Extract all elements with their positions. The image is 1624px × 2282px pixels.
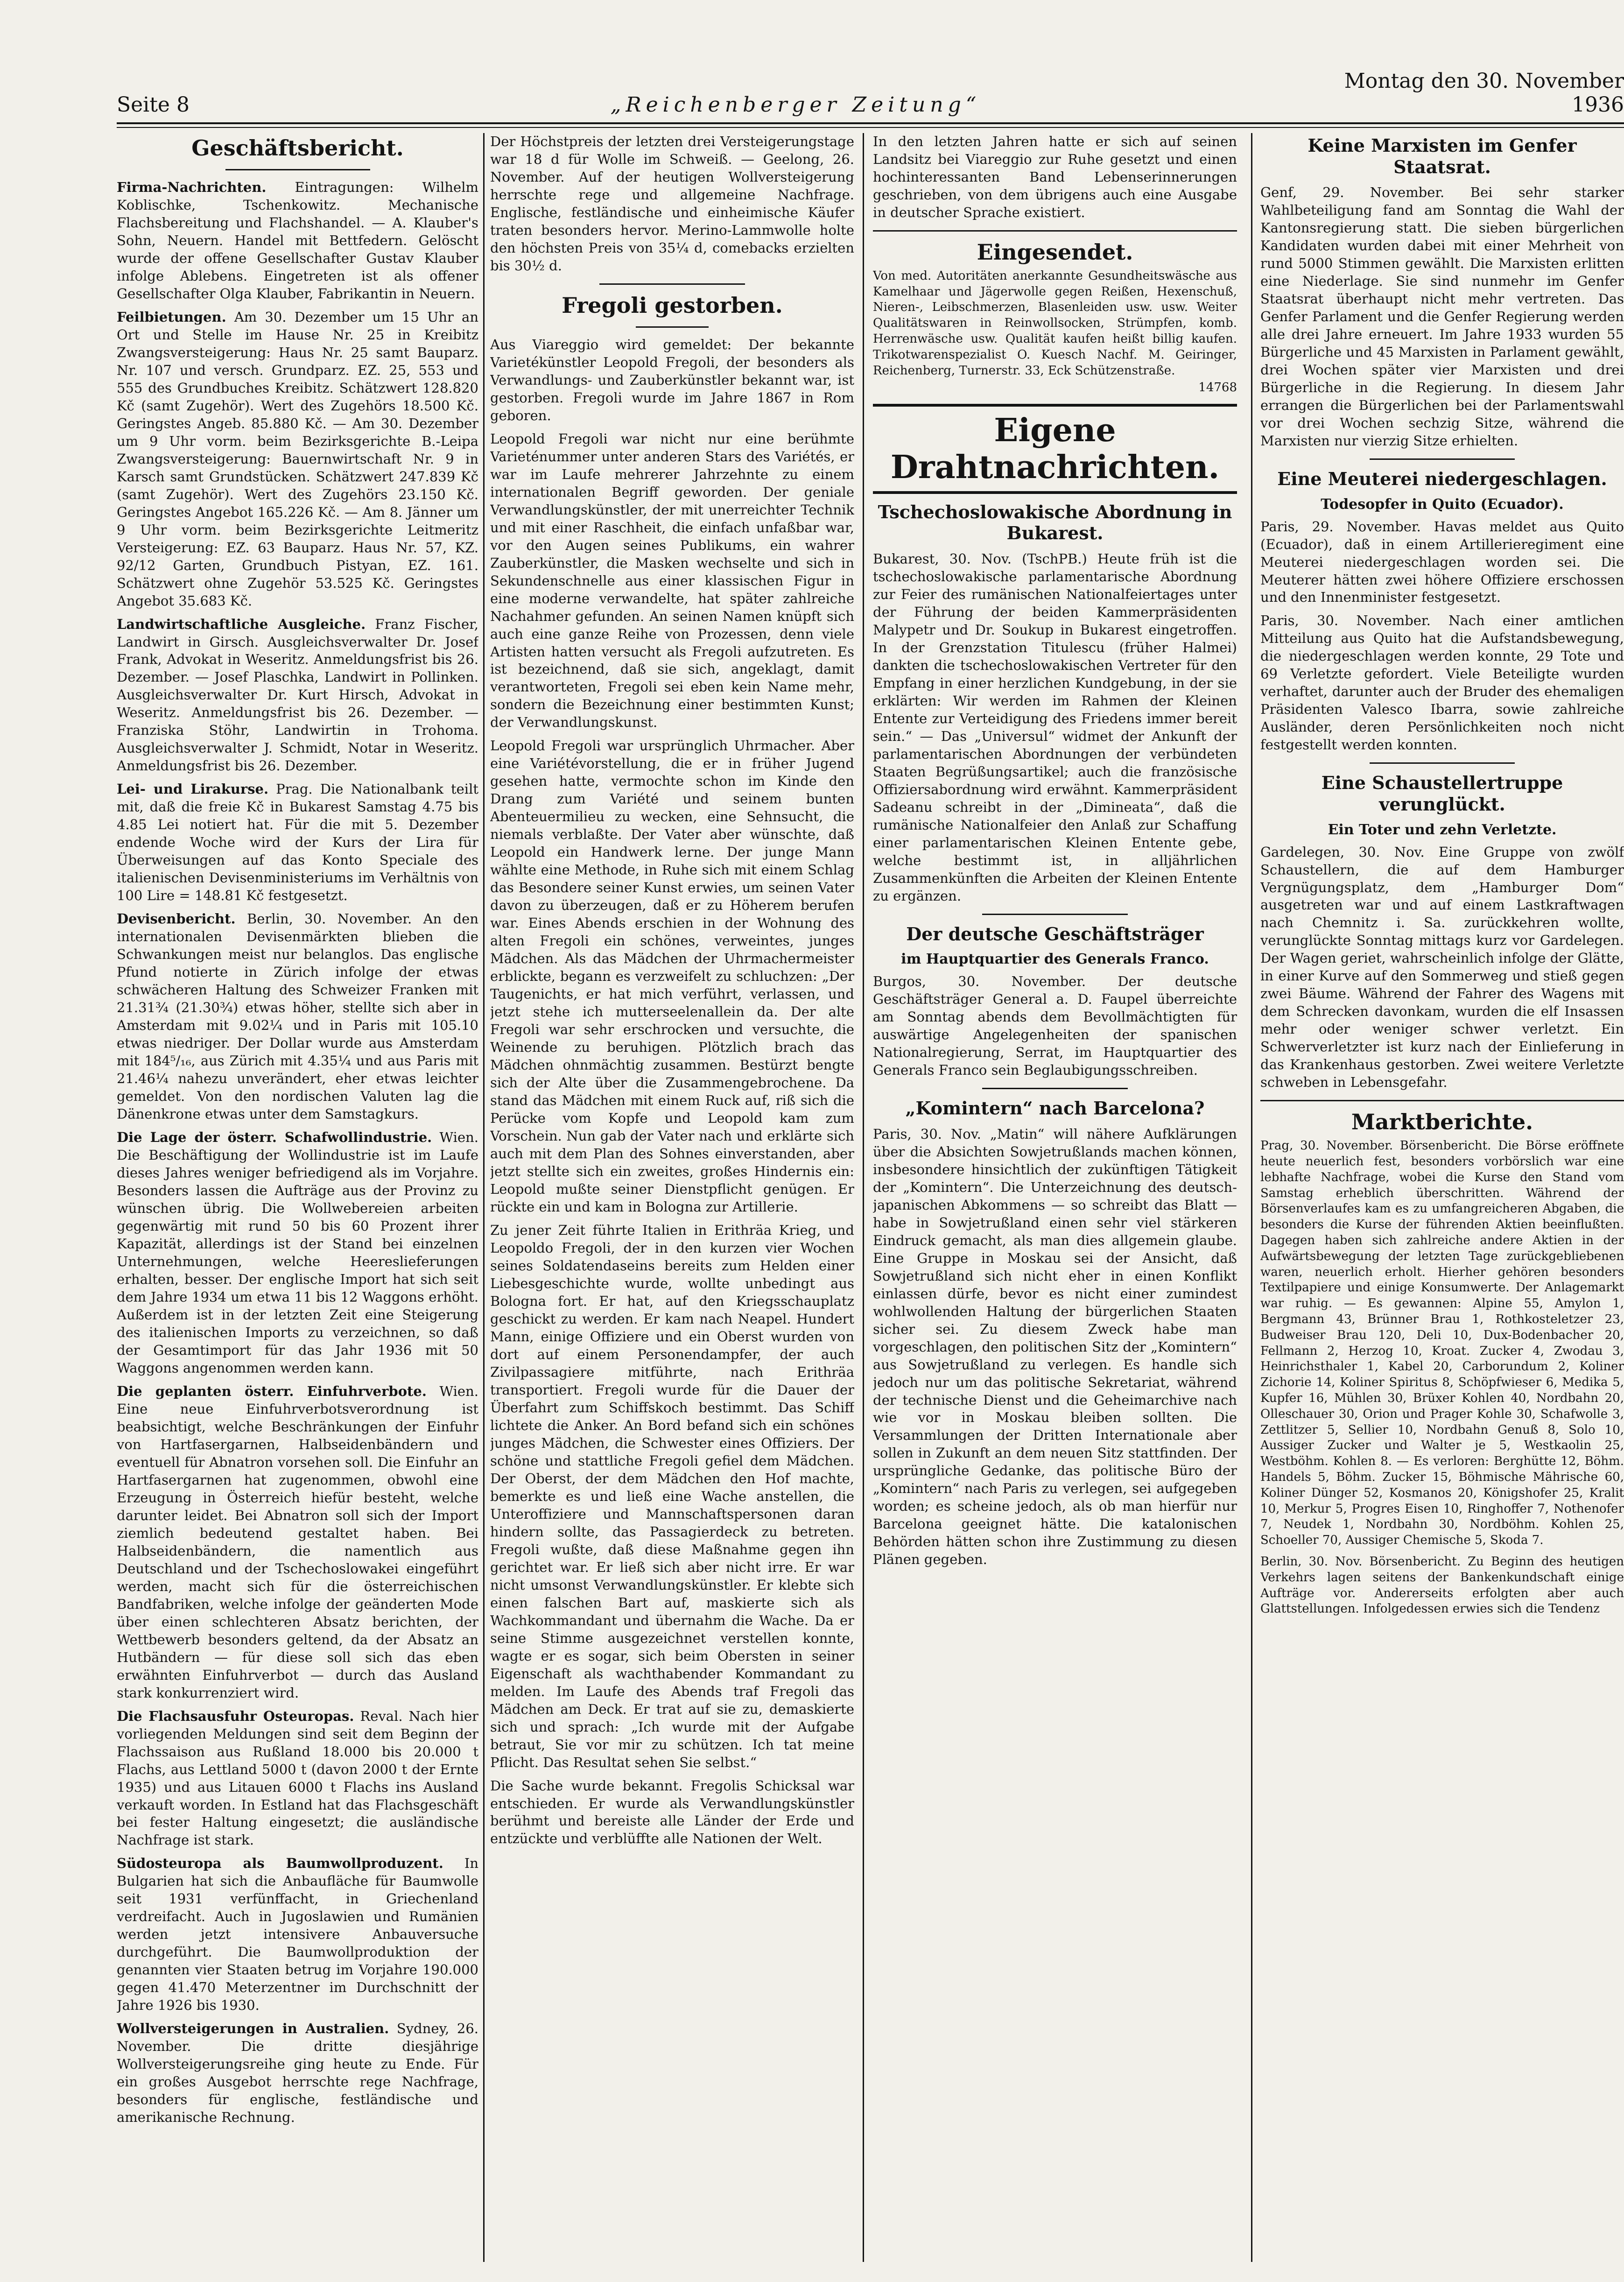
- article-title: Keine Marxisten im Genfer Staatsrat.: [1308, 135, 1577, 177]
- divider: [982, 914, 1128, 915]
- page-header: [117, 69, 1624, 117]
- article-paragraph: Paris, 29. November. Havas meldet aus Quito (Ecuador), daß in einem Artillerieregiment eine Meuterei niedergeschlagen worden sei. Die Meuterer hätten zwei höhere Offiziere erschossen und den Innenminister festgesetzt.: [1260, 518, 1624, 606]
- continued-text: In den letzten Jahren hatte er sich auf seinen Landsitz bei Viareggio zur Ruhe gesetzt und einen hochinteressanten Band Lebenserinnerungen geschrieben, von dem übrigens auch eine Ausgabe in deutscher Sprache existiert.: [873, 134, 1237, 220]
- section-title: Eingesendet.: [977, 239, 1133, 265]
- market-report: Prag, 30. November. Börsenbericht. Die Börse eröffnete heute neuerlich fest, besonders vorbörslich war eine lebhafte Nachfrage, wobei die Kurse den Stand vom Samstag erheblich überschritten. Während der Börsenverlaufes kam es zu umfangreicheren Abgaben, die besonders die Kurse der führenden Aktien beeinflußten. Dagegen haben sich zahlreiche andere Aktien in der Aufwärtsbewegung der letzten Tage zurückgebliebenen waren, neuerlich erholt. Hierher gehören besonders Textilpapiere und einige Konsumwerte. Der Anlagemarkt war ruhig. — Es gewannen: Alpine 55, Amylon 1, Bergmann 43, Brünner Brau 1, Rothkosteletzer 23, Budweiser Brau 120, Deli 10, Dux-Bodenbacher 20, Fellmann 2, Herzog 10, Kroat. Zucker 4, Zwodau 3, Heinrichsthaler 1, Kabel 20, Carborundum 2, Koliner Zichorie 14, Koliner Spiritus 8, Schöpfwieser 6, Medika 5, Kupfer 16, Mühlen 30, Brüxer Kohlen 40, Nordbahn 20, Olleschauer 30, Orion und Prager Kohle 30, Schafwolle 3, Zettlitzer 5, Sellier 10, Nordbahn Genuß 8, Solo 10, Aussiger Zucker und Walter je 5, Westkaolin 25, Westböhm. Kohlen 8. — Es verloren: Berghütte 12, Böhm. Handels 5, Böhm. Zucker 15, Böhmische Mährische 60, Koliner Dünger 52, Kosmanos 20, Königshofer 25, Kralit 10, Merkur 5, Progres Eisen 10, Ringhoffer 7, Nothenofer 7, Neudek 1, Nordbahn 30, Nordböhm. Kohlen 25, Schoeller 70, Aussiger Chemische 5, Skoda 7.: [1260, 1139, 1624, 1548]
- article-paragraph: Paris, 30. November. Nach einer amtlichen Mitteilung aus Quito hat die Aufstandsbewegung, die niedergeschlagen werden konnte, 29 Tote und 69 Verletzte gefordert. Viele Beteiligte wurden verhaftet, darunter auch der Bruder des ehemaligen Präsidenten Valesco Ibarra, sowie zahlreiche Ausländer, deren Persönlichkeiten noch nicht festgestellt werden konnten.: [1260, 613, 1624, 753]
- news-item: Die geplanten österr. Einfuhrverbote. Wien. Eine neue Einfuhrverbotsverordnung ist beabsichtigt, welche Beschränkungen der Einfuhr von Hartfasergarnen, Halbseidenbändern und eventuell für Abnatron vorsehen soll. Die Einfuhr an Hartfasergarnen hat zugenommen, obwohl eine Erzeugung in Österreich hiefür besteht, welche darunter leidet. Bei Abnatron soll sich der Import ziemlich bedeutend gestaltet haben. Bei Halbseidenbändern, die namentlich aus Deutschland und der Tschechoslowakei eingeführt werden, macht sich für die österreichischen Bandfabriken, welche infolge der geänderten Mode über einen schlechteren Absatz berichten, der Wettbewerb besonders geltend, da der Absatz an Hutbändern — für diese soll sich das eben erwähnten Einfuhrverbot — durch das Ausland stark konkurrenziert wird.: [117, 1383, 478, 1701]
- divider: [982, 1088, 1128, 1089]
- article-paragraph: Paris, 30. Nov. „Matin“ will nähere Aufklärungen über die Absichten Sowjetrußlands machen können, insbesondere hinsichtlich der zukünftigen Tätigkeit der „Komintern“. Die Unterzeichnung des deutsch-japanischen Abkommens — so schreibt das Blatt — habe in Sowjetrußland einen sehr viel stärkeren Eindruck gemacht, als man dies allgemein glaube. Eine Gruppe in Moskau sei der Ansicht, daß Sowjetrußland sich nicht eher in einen Konflikt einlassen dürfe, bevor es nicht einer zumindest wohlwollenden Haltung der bürgerlichen Staaten sicher sei. Zu diesem Zweck habe man vorgeschlagen, den politischen Sitz der „Komintern“ aus Sowjetrußland zu verlegen. Es handle sich jedoch nur um das politische Sekretariat, während der technische Dienst und die Geheimarchive nach wie vor in Moskau bleiben sollten. Die Versammlungen der Dritten Internationale aber sollen in Zukunft an dem neuen Sitz stattfinden. Der ursprüngliche Gedanke, das politische Büro der „Komintern“ nach Paris zu verlegen, sei aufgegeben worden; es scheine jedoch, als ob man hierfür nur Barcelona geeignet hätte. Die katalonischen Behörden hätten schon ihre Zustimmung zu diesen Plänen gegeben.: [873, 1126, 1237, 1568]
- divider: [599, 283, 745, 285]
- divider: [225, 169, 370, 170]
- newspaper-title: „Reichenberger Zeitung“: [610, 93, 981, 117]
- news-item: Wollversteigerungen in Australien. Sydney, 26. November. Die dritte diesjährige Wollversteigerungsreihe ging heute zu Ende. Für ein großes Ausgebot herrschte rege Nachfrage, besonders für englische, festländische und amerikanische Rechnung.: [117, 2021, 478, 2126]
- news-item: Die Flachsausfuhr Osteuropas. Reval. Nach hier vorliegenden Meldungen sind seit dem Beginn der Flachssaison aus Rußland 18.000 bis 20.000 t Flachs, aus Lettland 5000 t (davon 2000 t der Ernte 1935) und aus Litauen 6000 t Flachs ins Ausland verkauft worden. In Estland hat das Flachsgeschäft bei fester Haltung eingesetzt; die ausländische Nachfrage ist stark.: [117, 1708, 478, 1848]
- news-item: Südosteuropa als Baumwollproduzent. In Bulgarien hat sich die Anbaufläche für Baumwolle seit 1931 verfünffacht, in Griechenland verdreifacht. Auch in Jugoslawien und Rumänien werden jetzt intensivere Anbauversuche durchgeführt. Die Baumwollproduktion der genannten vier Staaten betrug im Vorjahre 190.000 gegen 41.470 Meterzentner im Durchschnitt der Jahre 1926 bis 1930.: [117, 1855, 478, 2014]
- article-paragraph: Zu jener Zeit führte Italien in Erithräa Krieg, und Leopoldo Fregoli, der in den kurzen vier Wochen seines Soldatendaseins bereits zum Helden einer Liebesgeschichte wurde, wollte unbedingt aus Bologna fort. Er hat, auf den Kriegsschauplatz geschickt zu werden. Er kam nach Neapel. Hundert Mann, einige Offiziere und ein Oberst wurden von dort auf einem Personendampfer, der auch Zivilpassagiere mitführte, nach Erithräa transportiert. Fregoli wurde für die Dauer der Überfahrt zum Schiffskoch bestimmt. Das Schiff lichtete die Anker. An Bord befand sich ein schönes junges Mädchen, die Schwester eines Offiziers. Der schöne und stattliche Fregoli gefiel dem Mädchen. Der Oberst, der dem Mädchen den Hof machte, bemerkte es und ließ eine Wache anstellen, die Unteroffiziere und Mannschaftspersonen daran hindern sollte, das Passagierdeck zu betreten. Fregoli wußte, daß diese Maßnahme gegen ihn gerichtet war. Er ließ sich aber nicht irre. Er war nicht umsonst Verwandlungskünstler. Er klebte sich einen falschen Bart auf, maskierte sich als Wachkommandant und übernahm die Wache. Da er seine Stimme ausgezeichnet verstellen konnte, wagte er es sogar, sich beim Obersten in seiner Eigenschaft als wachthabender Kommandant zu melden. Im Laufe des Abends traf Fregoli das Mädchen am Deck. Er trat auf sie zu, demaskierte sich und sprach: „Ich wurde mit der Aufgabe betraut, Sie vor mir zu schützen. Ich tat meine Pflicht. Das Resultat sehen Sie selbst.“: [490, 1222, 854, 1770]
- column-foreign-news: [1260, 133, 1624, 2262]
- section-banner: Eigene Drahtnachrichten.: [873, 404, 1237, 493]
- news-item: Lei- und Lirakurse. Prag. Die Nationalbank teilt mit, daß die freie Kč in Bukarest Samstag 4.75 bis 4.85 Lei notiert hat. Für die mit 5. Dezember endende Woche wird der Kurs der Lira für Überweisungen auf das Konto Speciale des italienischen Devisenministeriums im Verhältnis von 100 Lire = 148.81 Kč festgesetzt.: [117, 781, 478, 904]
- article-subtitle: Todesopfer in Quito (Ecuador).: [1321, 496, 1564, 513]
- news-item: Landwirtschaftliche Ausgleiche. Franz Fischer, Landwirt in Girsch. Ausgleichsverwalter Dr. Josef Frank, Advokat in Weseritz. Anmeldungsfrist bis 26. Dezember. — Josef Plaschka, Landwirt in Pollinken. Ausgleichsverwalter Dr. Kurt Hirsch, Advokat in Weseritz. Anmeldungsfrist bis 26. Dezember. — Franziska Stöhr, Landwirtin in Trohoma. Ausgleichsverwalter J. Schmidt, Notar in Weseritz. Anmeldungsfrist bis 26. Dezember.: [117, 616, 478, 774]
- article-paragraph: Gardelegen, 30. Nov. Eine Gruppe von zwölf Schaustellern, die auf dem Hamburger Vergnügungsplatz, dem „Hamburger Dom“ ausgetreten war und auf einem Lastkraftwagen nach Chemnitz i. Sa. zurückkehren wollte, verunglückte Sonntag mittags kurz vor Gardelegen. Der Wagen geriet, wahrscheinlich infolge der Glätte, in einer Kurve auf den Sommerweg und stieß gegen zwei Bäume. Während der Fahrer des Wagens mit dem Schrecken davonkam, wurden die elf Insassen mehr oder weniger schwer verletzt. Ein Schwerverletzter ist kurz nach der Einlieferung in das Krankenhaus gestorben. Zwei weitere Verletzte schweben in Lebensgefahr.: [1260, 844, 1624, 1091]
- article-title: „Komintern“ nach Barcelona?: [905, 1098, 1205, 1119]
- header-rule-thin: [117, 127, 1624, 128]
- news-item: Devisenbericht. Berlin, 30. November. An den internationalen Devisenmärkten blieben die Schwankungen meist nur belanglos. Das englische Pfund notierte in Zürich infolge der etwas schwächeren Haltung des Schweizer Franken mit 21.31¾ (21.30¾) etwas höher, stellte sich aber in Amsterdam mit 9.02¼ und in Paris mit 105.10 etwas niedriger. Der Dollar wurde aus Amsterdam mit 184⁵/₁₆, aus Zürich mit 4.35¼ und aus Paris mit 21.46¼ nahezu unverändert, eher etwas leichter gemeldet. Von den nordischen Valuten lag die Dänenkrone etwas unter dem Samstagkurs.: [117, 911, 478, 1122]
- article-title: Fregoli gestorben.: [562, 292, 783, 318]
- article-paragraph: Die Sache wurde bekannt. Fregolis Schicksal war entschieden. Er wurde als Verwandlungskünstler berühmt und bereiste alle Länder der Erde und entzückte und verblüffte alle Nationen der Welt.: [490, 1777, 854, 1847]
- article-paragraph: Leopold Fregoli war ursprünglich Uhrmacher. Aber eine Variétévorstellung, die er in früher Jugend gesehen hatte, vermochte schon im Kinde den Drang zum Variété und seinem bunten Abenteuermilieu zu wecken, eine Sehnsucht, die niemals verblaßte. Der Vater aber wünschte, daß Leopold ein Handwerk lerne. Der junge Mann wählte eine Methode, in Ruhe sich mit einem Schlag das Besondere seiner Kunst erwies, um seinen Vater davon zu überzeugen, daß er zu Höherem berufen war. Eines Abends erschien in der Wohnung des alten Fregoli ein schönes, verweintes, junges Mädchen. Als das Mädchen der Uhrmachermeister erblickte, begann es verzweifelt zu schluchzen: „Der Taugenichts, er hat mich verführt, verlassen, und jetzt stehe ich mutterseelenallein da. Der alte Fregoli war sehr erschrocken und versuchte, die Weinende zu beruhigen. Plötzlich brach das Mädchen ohnmächtig zusammen. Bestürzt bengte sich der Alte über die Zusammengebrochene. Da stand das Mädchen mit einem Ruck auf, riß sich die Perücke vom Kopfe und Leopold kam zum Vorschein. Nun gab der Vater nach und erklärte sich auch mit dem Plan des Sohnes einverstanden, aber jetzt stellte sich ein zweites, großes Hindernis ein: Leopold mußte seiner Dienstpflicht genügen. Er rückte ein und kam in Bologna zur Artillerie.: [490, 738, 854, 1215]
- article-paragraph: Genf, 29. November. Bei sehr starker Wahlbeteiligung fand am Sonntag die Wahl der Kantonsregierung statt. Die sieben bürgerlichen Kandidaten wurden dabei mit einer Mehrheit von rund 5000 Stimmen gewählt. Die Marxisten erlitten eine Niederlage. Sie sind nunmehr im Genfer Staatsrat überhaupt nicht mehr vertreten. Das Genfer Parlament und die Genfer Regierung werden alle drei Jahre erneuert. Im Jahre 1933 wurden 55 Bürgerliche und 45 Marxisten in Parlament gewählt, drei Wochen später vier Marxisten und drei Bürgerliche in die Regierung. In diesem Jahr errangen die Bürgerlichen bei der Parlamentswahl vor drei Wochen sechzig Sitze, während die Marxisten nur vierzig Sitze erhielten.: [1260, 184, 1624, 449]
- section-title: Geschäftsbericht.: [191, 135, 404, 161]
- divider: [873, 230, 1237, 232]
- article-subtitle: im Hauptquartier des Generals Franco.: [901, 951, 1209, 968]
- article-title: Der deutsche Geschäftsträger: [906, 923, 1204, 944]
- column-wire-news: [873, 133, 1237, 2262]
- column-divider: [483, 133, 485, 2262]
- column-divider: [1251, 133, 1252, 2262]
- divider: [1370, 458, 1515, 460]
- column-business-report: [117, 133, 478, 2262]
- advertisement: Von med. Autoritäten anerkannte Gesundheitswäsche aus Kamelhaar und Jägerwolle gegen Reißen, Hexenschuß, Nieren-, Leibschmerzen, Blasenleiden usw. usw. Weiter Qualitätswaren in Reinwollsocken, Strümpfen, komb. Herrenwäsche usw. Qualität kaufen heißt billig kaufen. Trikotwarenspezialist O. Kuesch Nachf. M. Geiringer, Reichenberg, Turnerstr. 33, Eck Schützenstraße.: [873, 268, 1237, 378]
- issue-date: Montag den 30. November 1936: [1344, 69, 1624, 117]
- article-subtitle: Ein Toter und zehn Verletzte.: [1328, 821, 1557, 838]
- article-title: Eine Meuterei niedergeschlagen.: [1277, 468, 1607, 489]
- divider: [1260, 1100, 1624, 1101]
- article-paragraph: Aus Viareggio wird gemeldet: Der bekannte Varietékünstler Leopold Fregoli, der besonders als Verwandlungs- und Zauberkünstler bekannt war, ist gestorben. Fregoli wurde im Jahre 1867 in Rom geboren.: [490, 336, 854, 423]
- news-item: Die Lage der österr. Schafwollindustrie. Wien. Die Beschäftigung der Wollindustrie ist im Laufe dieses Jahres weniger befriedigend als im Vorjahre. Besonders lassen die Aufträge aus der Provinz zu wünschen übrig. Die Wollwebereien arbeiten gegenwärtig mit rund 50 bis 60 Prozent ihrer Kapazität, allerdings ist der Stand bei einzelnen Unternehmungen, welche Heereslieferungen erhalten, besser. Der englische Import hat sich seit dem Jahre 1934 um etwa 11 bis 12 Waggons erhöht. Außerdem ist in der letzten Zeit eine Steigerung des italienischen Imports zu verzeichnen, so daß der Gesamtimport für das Jahr 1936 mit 50 Waggons angenommen werden kann.: [117, 1129, 478, 1376]
- divider: [636, 326, 709, 328]
- page-number: Seite 8: [117, 93, 190, 117]
- article-paragraph: Leopold Fregoli war nicht nur eine berühmte Varieténummer unter anderen Stars des Variétés, er war im Laufe mehrerer Jahrzehnte zu einem internationalen Begriff geworden. Der geniale Verwandlungskünstler, der mit unerreichter Technik und mit einer Raschheit, die einfach unfaßbar war, vor den Augen seines Publikums, ein wahrer Zauberkünstler, die Masken wechselte und sich in Sekundenschnelle aus einer klassischen Figur in eine moderne verwandelte, hat später zahlreiche Nachahmer gefunden. An seinen Namen knüpft sich auch eine ganze Reihe von Prozessen, denn viele Artisten hatten versucht als Fregoli aufzutreten. Es ist bezeichnend, daß sie sich, angeklagt, damit verantworteten, Fregoli sei eben kein Name mehr, sondern die Bezeichnung einer bestimmten Kunst; der Verwandlungskunst.: [490, 430, 854, 731]
- article-paragraph: Burgos, 30. November. Der deutsche Geschäftsträger General a. D. Faupel überreichte am Sonntag abends dem Bevollmächtigten für auswärtige Angelegenheiten der spanischen Nationalregierung, Serrat, im Hauptquartier des Generals Franco sein Beglaubigungsschreiben.: [873, 973, 1237, 1078]
- section-title: Marktberichte.: [1351, 1109, 1533, 1135]
- column-divider: [863, 133, 864, 2262]
- news-item: Firma-Nachrichten. Eintragungen: Wilhelm Koblischke, Tschenkowitz. Mechanische Flachsbereitung und Flachshandel. — A. Klauber's Sohn, Neuern. Handel mit Bettfedern. Gelöscht wurde der offene Gesellschafter Gustav Klauber infolge Ablebens. Eingetreten ist als offener Gesellschafter Olga Klauber, Fabrikantin in Neuern.: [117, 179, 478, 302]
- news-item: Feilbietungen. Am 30. Dezember um 15 Uhr an Ort und Stelle im Hause Nr. 25 in Kreibitz Zwangsversteigerung: Haus Nr. 25 samt Bauparz. Nr. 107 und versch. Grundparz. EZ. 25, 553 und 555 des Grundbuches Kreibitz. Schätzwert 128.820 Kč (samt Zugehör). Wert des Zugehörs 18.500 Kč. Geringstes Angeb. 85.880 Kč. — Am 30. Dezember um 9 Uhr vorm. beim Bezirksgerichte B.-Leipa Zwangsversteigerung: Bauernwirtschaft Nr. 9 in Karsch samt Grundstücken. Schätzwert 247.839 Kč (samt Zugehör). Wert des Zugehörs 23.150 Kč. Geringstes Angebot 165.226 Kč. — Am 8. Jänner um 9 Uhr vorm. beim Bezirksgerichte Leitmeritz Versteigerung: EZ. 63 Bauparz. Haus Nr. 57, KZ. 92/12 Garten, Grundbuch Pistyan, EZ. 161. Schätzwert ohne Zugehör 53.525 Kč. Geringstes Angebot 35.683 Kč.: [117, 309, 478, 609]
- article-title: Eine Schaustellertruppe verunglückt.: [1321, 772, 1563, 815]
- ad-number: 14768: [1198, 380, 1237, 395]
- column-fregoli: [490, 133, 854, 2262]
- continued-text: Der Höchstpreis der letzten drei Versteigerungstage war 18 d für Wolle im Schweiß. — Geelong, 26. November. Auf der heutigen Wollversteigerung herrschte rege und allgemeine Nachfrage. Englische, festländische und einheimische Käufer traten besonders hervor. Merino-Lammwolle holte den höchsten Preis von 35¼ d, comebacks erzielten bis 30½ d.: [490, 134, 854, 274]
- market-report: Berlin, 30. Nov. Börsenbericht. Zu Beginn des heutigen Verkehrs lagen seitens der Bankenkundschaft einige Aufträge vor. Andererseits erfolgten aber auch Glattstellungen. Infolgedessen erwies sich die Tendenz: [1260, 1554, 1624, 1616]
- divider: [1370, 762, 1515, 764]
- article-title: Tschechoslowakische Abordnung in Bukarest.: [878, 501, 1232, 544]
- article-paragraph: Bukarest, 30. Nov. (TschPB.) Heute früh ist die tschechoslowakische parlamentarische Abordnung zur Feier des rumänischen Nationalfeiertages unter der Führung der beiden Kammerpräsidenten Malypetr und Dr. Soukup in Bukarest eingetroffen. In der Grenzstation Titulescu (früher Halmei) dankten die tschechoslowakischen Vertreter für den Empfang in einer herzlichen Kundgebung, in der sie erklärten: Wir werden im Rahmen der Kleinen Entente zur Verteidigung des Friedens immer bereit sein.“ — Das „Universul“ widmet der Ankunft der parlamentarischen Abordnungen der verbündeten Staaten Begrüßungsartikel; auch die französische Offiziersabordnung wird erwähnt. Kammerpräsident Sadeanu schreibt in der „Dimineata“, daß die rumänische Nationalfeier den Anlaß zur Schaffung einer parlamentarischen Kleinen Entente gebe, welche bestimmt ist, in alljährlichen Zusammenkünften die Arbeiten der Kleinen Entente zu ergänzen.: [873, 550, 1237, 904]
- header-rule: [117, 122, 1624, 124]
